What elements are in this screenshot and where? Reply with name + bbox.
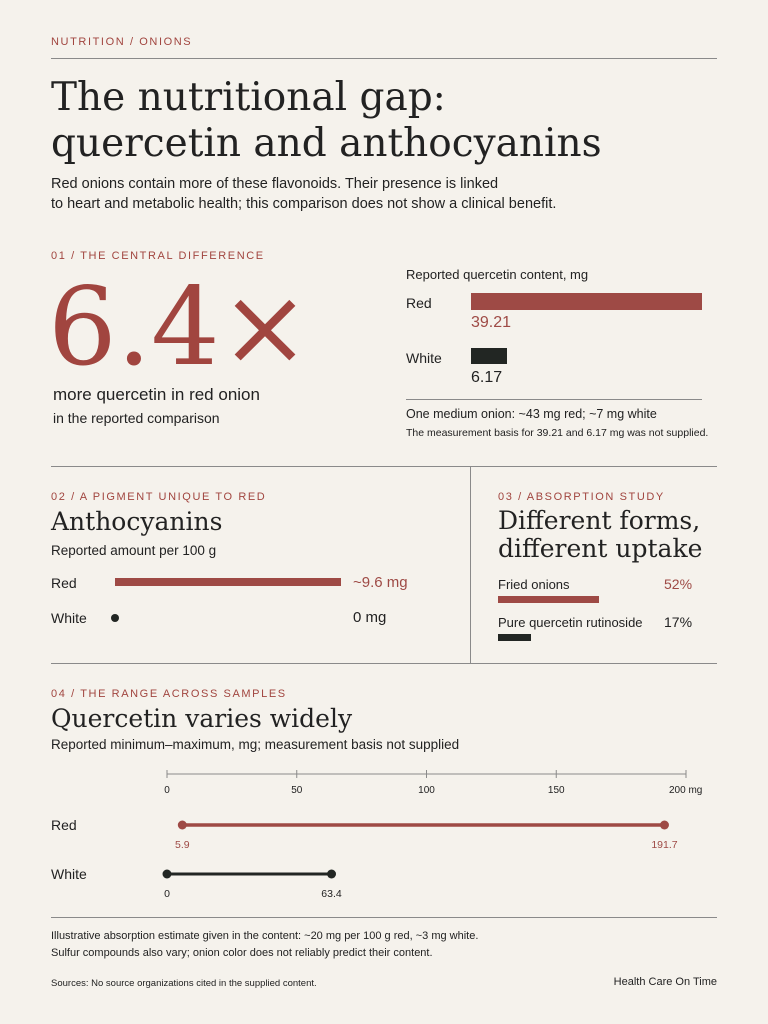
range-axis-tick-label-0: 0 bbox=[164, 785, 170, 796]
multiplier-caption: more quercetin in red onion bbox=[53, 385, 260, 404]
absorption-bar-pure-rutinoside bbox=[498, 634, 531, 641]
quercetin-range-chart bbox=[0, 760, 768, 910]
absorption-value-pure-rutinoside: 17% bbox=[664, 614, 693, 630]
section3-title bbox=[498, 507, 702, 563]
quercetin-footnote1: One medium onion: ~43 mg red; ~7 mg white bbox=[406, 407, 657, 421]
anthocyanin-label-red: Red bbox=[51, 575, 77, 591]
anthocyanin-value-white: 0 mg bbox=[353, 609, 387, 626]
section3-kicker: 03 / ABSORPTION STUDY bbox=[498, 491, 665, 503]
section-divider-2 bbox=[51, 663, 717, 664]
header-kicker: NUTRITION / ONIONS bbox=[51, 36, 193, 48]
range-label-white: White bbox=[51, 866, 87, 882]
range-min-dot-white bbox=[163, 870, 172, 879]
range-min-label-red: 5.9 bbox=[175, 839, 190, 851]
range-min-dot-red bbox=[178, 821, 187, 830]
range-max-dot-white bbox=[327, 870, 336, 879]
multiplier-subcaption: in the reported comparison bbox=[53, 410, 220, 426]
anthocyanin-bar-red bbox=[115, 578, 341, 586]
quercetin-value-white: 6.17 bbox=[471, 369, 503, 386]
quercetin-bar-red bbox=[471, 293, 702, 310]
quercetin-chart-title: Reported quercetin content, mg bbox=[406, 267, 589, 282]
section3-title-line2: different uptake bbox=[498, 534, 703, 563]
range-label-red: Red bbox=[51, 817, 77, 833]
section-vertical-divider bbox=[470, 466, 471, 663]
footer-note1: Illustrative absorption estimate given in the content: ~20 mg per 100 g red, ~3 mg white. bbox=[51, 930, 479, 942]
range-axis-tick-label-200: 200 mg bbox=[669, 785, 703, 796]
page-subtitle bbox=[51, 174, 556, 214]
quercetin-bar-white bbox=[471, 348, 507, 364]
range-min-label-white: 0 bbox=[164, 888, 170, 900]
footer-brand: Health Care On Time bbox=[613, 976, 717, 988]
anthocyanin-value-red: ~9.6 mg bbox=[353, 574, 408, 591]
anthocyanin-dot-white bbox=[111, 614, 119, 622]
section3-title-line1: Different forms, bbox=[498, 506, 701, 535]
range-axis-tick-label-150: 150 bbox=[547, 785, 565, 796]
quercetin-value-red: 39.21 bbox=[471, 314, 512, 331]
range-axis-tick-label-50: 50 bbox=[291, 785, 303, 796]
section4-kicker: 04 / THE RANGE ACROSS SAMPLES bbox=[51, 688, 287, 700]
range-axis-tick-label-100: 100 bbox=[418, 785, 435, 796]
page-title-line2: quercetin and anthocyanins bbox=[51, 121, 602, 166]
section4-title: Quercetin varies widely bbox=[51, 704, 353, 733]
quercetin-chart-divider bbox=[406, 399, 702, 400]
footer-note2: Sulfur compounds also vary; onion color does not reliably predict their content. bbox=[51, 947, 433, 959]
anthocyanin-label-white: White bbox=[51, 610, 87, 626]
absorption-label-pure-rutinoside: Pure quercetin rutinoside bbox=[498, 615, 643, 630]
section2-kicker: 02 / A PIGMENT UNIQUE TO RED bbox=[51, 491, 267, 503]
quercetin-label-red: Red bbox=[406, 295, 432, 311]
section4-subtitle: Reported minimum–maximum, mg; measurement basis not supplied bbox=[51, 737, 460, 752]
section2-subtitle: Reported amount per 100 g bbox=[51, 543, 217, 558]
absorption-bar-fried-onions bbox=[498, 596, 599, 603]
absorption-label-fried-onions: Fried onions bbox=[498, 577, 570, 592]
quercetin-footnote2: The measurement basis for 39.21 and 6.17 mg was not supplied. bbox=[406, 427, 709, 439]
absorption-value-fried-onions: 52% bbox=[664, 576, 693, 592]
page-title-line1: The nutritional gap: bbox=[51, 75, 446, 120]
header-divider bbox=[51, 58, 717, 59]
footer-sources: Sources: No source organizations cited in the supplied content. bbox=[51, 978, 317, 989]
range-max-label-red: 191.7 bbox=[651, 839, 678, 851]
footer-divider bbox=[51, 917, 717, 918]
quercetin-label-white: White bbox=[406, 350, 442, 366]
big-multiplier: 6.4× bbox=[48, 265, 311, 390]
section-divider-1 bbox=[51, 466, 717, 467]
page-subtitle-line1: Red onions contain more of these flavonoids. Their presence is linked bbox=[51, 176, 499, 192]
page-title bbox=[51, 75, 602, 167]
range-max-dot-red bbox=[660, 821, 669, 830]
section1-kicker: 01 / THE CENTRAL DIFFERENCE bbox=[51, 250, 265, 262]
range-max-label-white: 63.4 bbox=[321, 888, 342, 900]
section2-title: Anthocyanins bbox=[51, 507, 223, 536]
page-subtitle-line2: to heart and metabolic health; this comparison does not show a clinical benefit. bbox=[51, 196, 557, 212]
